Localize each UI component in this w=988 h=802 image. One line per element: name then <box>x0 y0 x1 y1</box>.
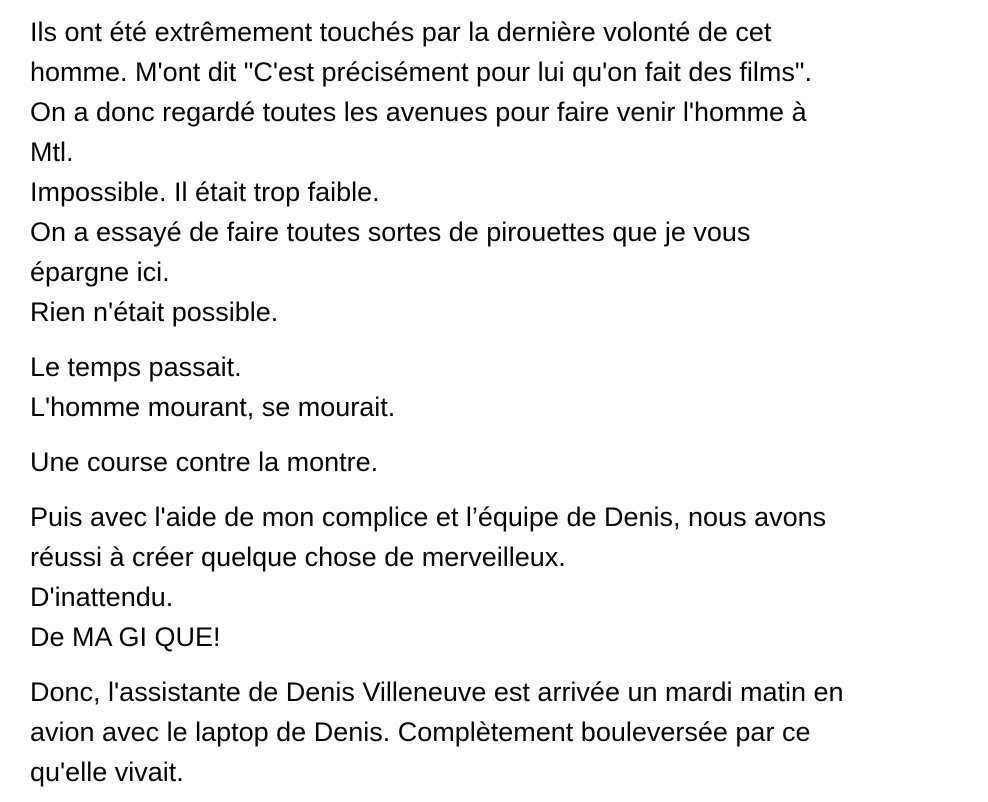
text-line: homme. M'ont dit "C'est précisément pour lui qu'on fait des films". <box>30 57 812 87</box>
text-line: Donc, l'assistante de Denis Villeneuve est arrivée un mardi matin en <box>30 677 844 707</box>
text-line: épargne ici. <box>30 257 170 287</box>
text-line: Une course contre la montre. <box>30 447 379 477</box>
paragraph <box>30 12 970 332</box>
text-line: qu'elle vivait. <box>30 757 184 787</box>
text-line: D'inattendu. <box>30 582 174 612</box>
text-line: Puis avec l'aide de mon complice et l’équipe de Denis, nous avons <box>30 502 827 532</box>
text-line: De MA GI QUE! <box>30 622 221 652</box>
paragraph <box>30 497 970 657</box>
text-line: On a essayé de faire toutes sortes de pirouettes que je vous <box>30 217 751 247</box>
text-line: avion avec le laptop de Denis. Complètement bouleversée par ce <box>30 717 811 747</box>
text-line: Impossible. Il était trop faible. <box>30 177 380 207</box>
text-line: Ils ont été extrêmement touchés par la dernière volonté de cet <box>30 17 772 47</box>
text-line: Mtl. <box>30 137 74 167</box>
text-line: réussi à créer quelque chose de merveilleux. <box>30 542 566 572</box>
text-line: Rien n'était possible. <box>30 297 279 327</box>
text-line: Le temps passait. <box>30 352 242 382</box>
post-body-text <box>30 12 970 792</box>
paragraph <box>30 672 970 792</box>
paragraph <box>30 347 970 427</box>
text-line: L'homme mourant, se mourait. <box>30 392 396 422</box>
text-line: On a donc regardé toutes les avenues pour faire venir l'homme à <box>30 97 807 127</box>
paragraph <box>30 442 970 482</box>
